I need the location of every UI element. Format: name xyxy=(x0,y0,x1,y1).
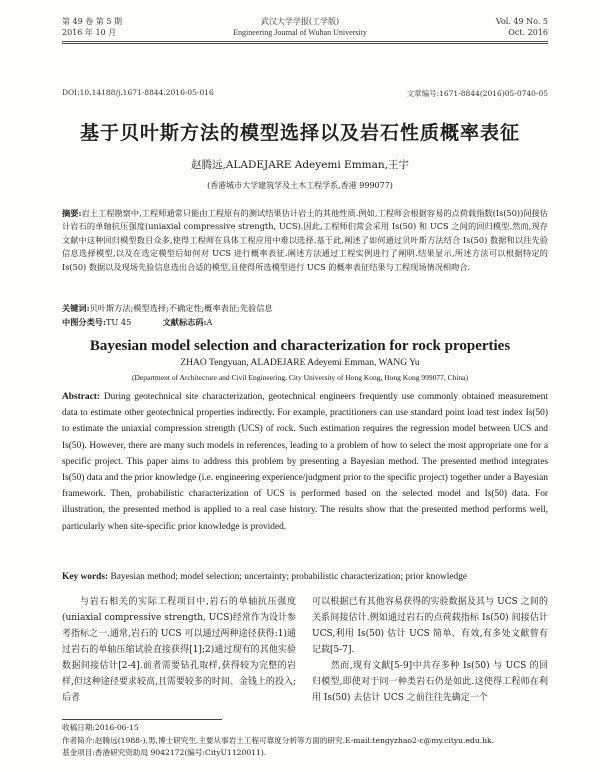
clc-label: 中图分类号: xyxy=(62,317,106,327)
title-cn: 基于贝叶斯方法的模型选择以及岩石性质概率表征 xyxy=(79,122,520,144)
header-volume-issue: 第 49 卷 第 5 期 xyxy=(62,17,122,26)
body-left-column: 与岩石相关的实际工程项目中,岩石的单轴抗压强度(uniaxial compressive strength, UCS)经常作为设计参考指标之一.通常,岩石的 UCS 可以通过两种途径获得:1)通过岩石的单轴压缩试验直接获得[1];2)通过现有的其他实验数据间接估计[2-4].前者需要钻孔取样,获得较为完整的岩样,但这种途径要求较高,且需要较多的时间、金钱上的投入;后者 xyxy=(62,597,296,703)
doi: DOI:10.14188/j.1671-8844.2016-05-016 xyxy=(62,88,214,97)
keywords-en-text: Bayesian method; model selection; uncertainty; probabilistic characterization; prior knowledge xyxy=(110,572,468,582)
header-date-cn: 2016 年 10 月 xyxy=(62,28,117,37)
abstract-cn xyxy=(62,207,548,274)
footnote-funding: 基金项目:香港研究资助局 9042172(编号:CityU1120011). xyxy=(62,748,267,757)
header-date-en: Oct. 2016 xyxy=(508,28,548,37)
header-rule xyxy=(62,41,548,42)
footnote-author: 作者简介:赵腾远(1988-),男,博士研究生,主要从事岩土工程可靠度分析等方面的研究.E-mail:tengyzhao2-c@my.cityu.edu.hk. xyxy=(62,735,495,745)
article-number: 文章编号:1671-8844(2016)05-0740-05 xyxy=(406,89,548,98)
footnote-received: 收稿日期:2016-06-15 xyxy=(62,723,139,732)
footnote-rule xyxy=(62,719,222,720)
header-journal-cn: 武汉大学学报(工学版) xyxy=(260,17,340,26)
abstract-cn-text: 岩土工程勘察中,工程师通常只能由工程原有的测试结果估计岩土的其他性质.例如,工程师会根据容易的点荷载指数(Is(50))间接估计岩石的单轴抗压强度(uniaxial compressive strength, UCS).因此,工程师们常会采用 Is(50) 和 UCS 之间的回归模型.然而,现存文献中这种回归模型数目众多,使得工程师在具体工程应用中难以选择.基于此,阐述了如何通过贝叶斯方法结合 Is(50) 数据和以往先验信息选择模型,以及在选定模型后如何对 UCS 进行概率表征.阐述方法通过工程实例进行了阐明.结果显示,所述方法可以根据特定的 Is(50) 数据以及现场先验信息选出合适的模型,且使得所选模型进行 UCS 的概率表征结果与工程现场情况相吻合. xyxy=(62,208,548,272)
doc-code-label: 文献标志码: xyxy=(162,317,207,327)
affiliation-en: (Department of Architecture and Civil Engineering, City University of Hong Kong, Hong Kong 999077, China) xyxy=(132,373,468,382)
header-vol-no: Vol. 49 No. 5 xyxy=(495,17,548,26)
keywords-cn-label: 关键词: xyxy=(62,303,90,313)
authors-en: ZHAO Tengyuan, ALADEJARE Adeyemi Emman, WANG Yu xyxy=(180,358,420,368)
header-volume xyxy=(62,16,122,38)
abstract-en-text: During geotechnical site characterization, geotechnical engineers frequently use commonly obtained measurement data to estimate other geotechnical properties indirectly. For example, practitioners can use standard point load test index Is(50) to estimate the uniaxial compression strength (UCS) of rock. Such estimation requires the regression model between UCS and Is(50). However, there are many such models in references, leading to a problem of how to select the most appropriate one for a specific project. This paper aims to address this problem by presenting a Bayesian method. The presented method integrates Is(50) data and the prior knowledge (i.e. engineering experience/judgment prior to the specific project) together under a Bayesian framework. Then, probabilistic characterization of UCS is performed based on the selected model and Is(50) data. For illustration, the presented method is applied to a real case history. The results show that the presented method performs well, particularly when site-specific prior knowledge is provided. xyxy=(62,392,548,532)
abstract-en-label: Abstract: xyxy=(62,392,101,402)
clc-value: TU 45 xyxy=(105,317,132,327)
footnotes xyxy=(62,722,548,760)
body-right-column: 可以根据已有其他容易获得的实验数据及其与 UCS 之间的关系间接估计.例如通过岩石的点荷载指标 Is(50) 间接估计 UCS,利用 Is(50) 估计 UCS 简单、有效,有多处文献曾有记载[5-7]. 然而,现有文献[5-9]中共存多种 Is(50) 与 UCS 的回归模型,即使对于同一种类岩石仍是如此.这使得工程师在利用 Is(50) 去估计 UCS 之前往往先确定一个 xyxy=(312,597,548,703)
authors-cn: 赵腾远,ALADEJARE Adeyemi Emman,王宇 xyxy=(190,159,409,171)
title-en: Bayesian model selection and characterization for rock properties xyxy=(89,338,511,354)
classification-line xyxy=(62,316,548,329)
keywords-cn xyxy=(62,302,548,315)
abstract-en xyxy=(62,389,548,535)
keywords-cn-text: 贝叶斯方法;模型选择;不确定性;概率表征;先验信息 xyxy=(89,303,273,313)
abstract-cn-label: 摘要: xyxy=(62,208,82,218)
header-journal-en: Engineering Journal of Wuhan University xyxy=(233,28,367,37)
header-rule-thin xyxy=(62,43,548,44)
doc-code-value: A xyxy=(206,317,213,327)
header-journal xyxy=(160,16,440,38)
affiliation-cn: (香港城市大学建筑学及土木工程学系,香港 999077) xyxy=(207,181,393,190)
header-volume-en xyxy=(496,16,548,38)
keywords-en xyxy=(62,569,548,585)
keywords-en-label: Key words: xyxy=(62,572,109,582)
